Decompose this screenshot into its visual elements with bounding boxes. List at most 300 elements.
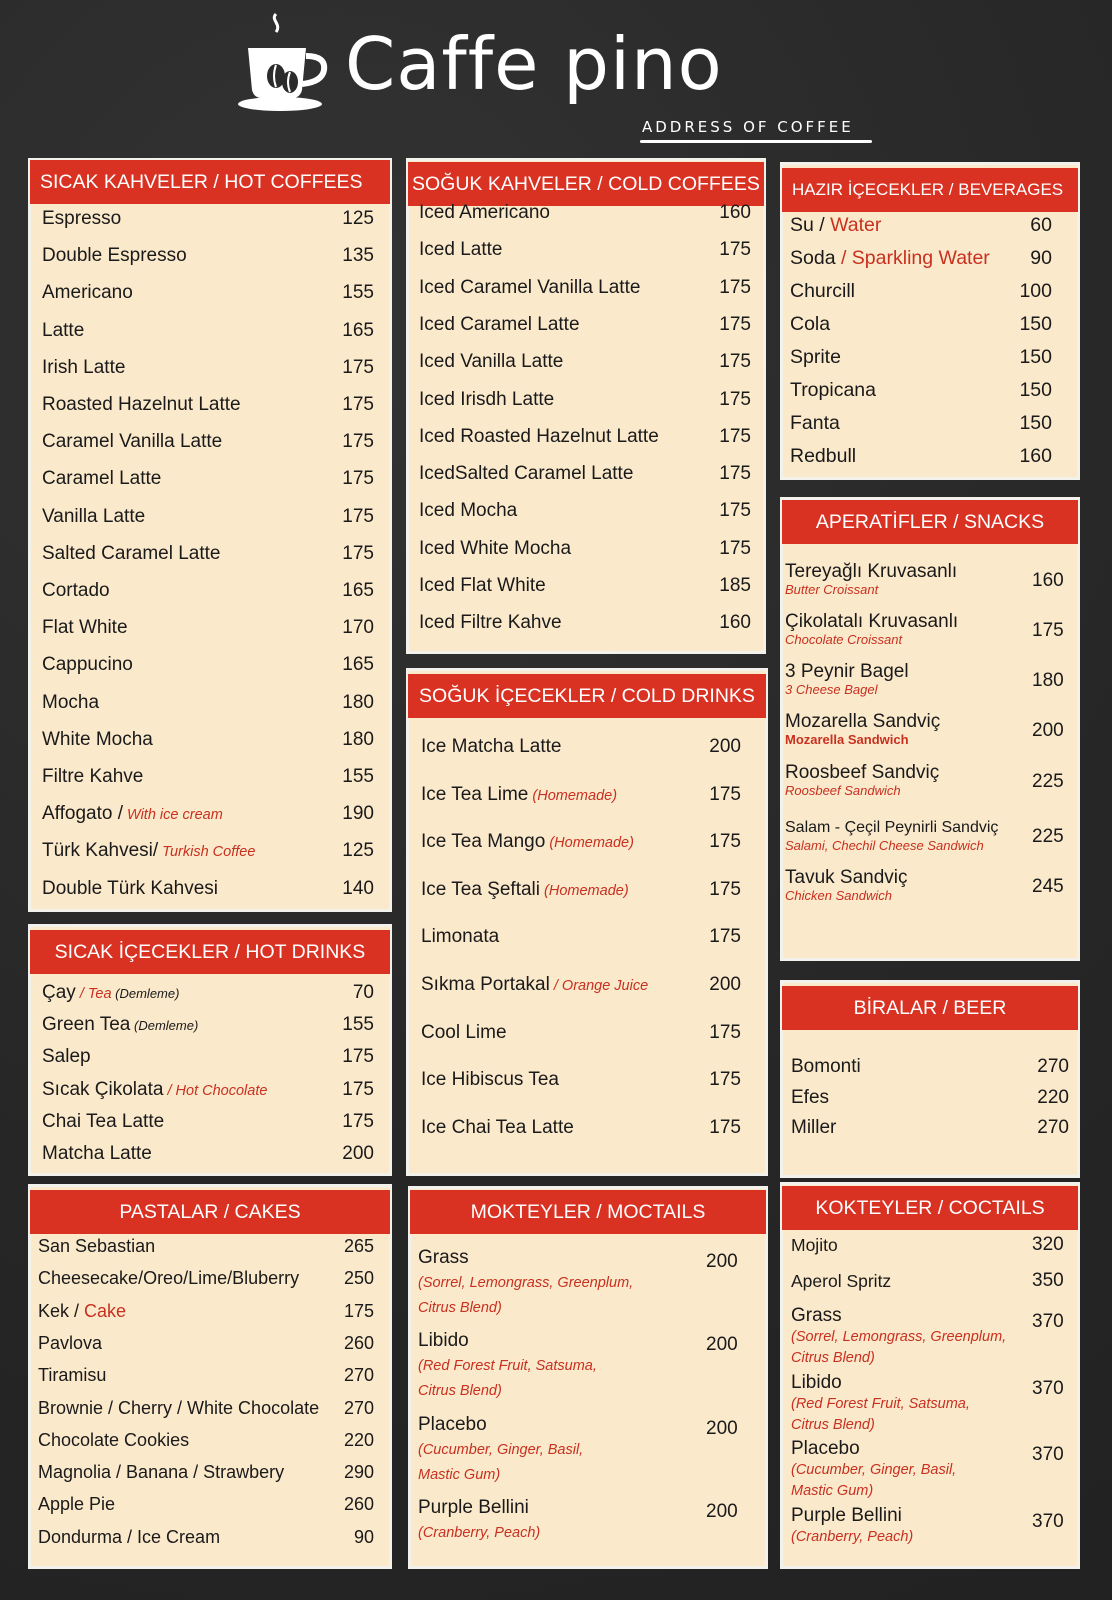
menu-item-row [791,1117,1069,1139]
menu-item-price: 200 [342,1143,374,1164]
header [0,0,1112,150]
menu-item-name: Double Espresso [42,245,187,267]
menu-item-name: Caramel Vanilla Latte [42,431,223,453]
menu-item-name-group [38,1333,102,1354]
menu-item-row [790,313,1052,336]
mocktail-price: 200 [706,1251,738,1272]
menu-item-name-group [419,389,554,411]
menu-item-name: Su / [790,214,825,236]
menu-item-price: 175 [709,1069,741,1091]
menu-item-note: (Homemade) [528,787,618,804]
menu-item-name: Iced White Mocha [419,537,572,559]
menu-item-row [42,840,374,862]
menu-item-row [42,394,374,416]
menu-item-row [38,1301,374,1322]
menu-item-row [42,617,374,639]
snack-name: Roosbeef Sandviç [785,762,940,783]
menu-item-row [790,346,1052,369]
menu-item-price: 125 [342,208,374,229]
menu-item-name-group [42,1143,152,1165]
menu-item-row [419,351,751,373]
menu-item-price: 175 [719,425,751,447]
snack-english: 3 Cheese Bagel [785,682,878,697]
menu-item-note: (Homemade) [540,882,629,899]
menu-item-name-group [38,1462,284,1483]
menu-item-row [38,1268,374,1289]
menu-item-name: Sıcak Çikolata [42,1078,164,1100]
menu-item-name: Mocha [42,691,100,713]
menu-item-row [42,468,374,490]
menu-item-price: 180 [342,728,374,750]
mocktail-description: Citrus Blend) [418,1300,502,1316]
menu-item-name: Irish Latte [42,356,126,378]
menu-item-price: 155 [342,766,374,787]
menu-item-extra: (Demleme) [111,986,180,1001]
menu-item-name: Vanilla Latte [42,505,146,527]
menu-item-price: 175 [719,276,751,298]
menu-item-name-group [42,543,221,565]
hot-drinks-title: SICAK İÇECEKLER / HOT DRINKS [30,930,390,974]
menu-item-price: 175 [342,356,374,378]
menu-item-row [421,736,741,758]
menu-item-price: 175 [709,1021,741,1043]
cocktail-name: Purple Bellini [791,1505,902,1526]
menu-item-row [38,1398,374,1419]
menu-item-price: 185 [719,575,751,596]
menu-item-name-group [38,1365,106,1386]
menu-item-name: Iced Filtre Kahve [419,612,562,634]
menu-item-name-group [421,1022,507,1044]
menu-item-name: Cool Lime [421,1021,507,1043]
menu-item-price: 90 [353,1526,374,1547]
menu-item-price: 150 [1019,313,1052,335]
menu-item-name: Matcha Latte [42,1143,152,1164]
menu-item-name-group [42,580,110,602]
menu-item-name-group [42,878,218,900]
menu-item-name: IcedSalted Caramel Latte [419,463,634,485]
menu-item-name-group [419,351,563,373]
snack-name: Salam - Çeçil Peynirli Sandviç [785,819,999,836]
menu-item-price: 100 [1019,280,1052,302]
menu-item-name: Iced Vanilla Latte [419,351,564,373]
menu-item-name: Cortado [42,580,110,601]
mocktail-description: (Cranberry, Peach) [418,1525,541,1541]
menu-item-name: Cappucino [42,654,133,676]
menu-item-price: 175 [342,431,374,453]
menu-item-price: 270 [1037,1056,1069,1077]
mocktail-description: (Red Forest Fruit, Satsuma, [418,1358,597,1374]
menu-item-name-group [42,431,222,453]
tagline-underline [640,140,872,143]
menu-item-row [42,878,374,900]
menu-item-row [790,214,1052,237]
snack-item [785,562,957,598]
menu-item-price: 175 [719,239,751,261]
menu-item-price: 135 [342,245,374,267]
snack-name: Mozarella Sandviç [785,711,941,732]
menu-item-name-group [419,277,640,299]
menu-item-name-group [38,1301,126,1322]
menu-item-name-group [791,1087,829,1109]
cocktail-item [791,1505,913,1548]
menu-item-name-group [419,575,546,597]
menu-item-price: 175 [719,463,751,485]
menu-item-name: Cheesecake/Oreo/Lime/Bluberry [38,1268,300,1289]
menu-item-price: 150 [1019,379,1052,401]
brand-name: Caffe pino [345,22,723,106]
menu-item-price: 200 [709,974,741,995]
snack-name: Tavuk Sandviç [785,867,908,888]
menu-item-name: Iced Irisdh Latte [419,388,555,410]
menu-item-name-group [419,612,562,634]
snack-english: Salami, Chechil Cheese Sandwich [785,838,984,853]
menu-item-row [421,1022,741,1044]
menu-item-name: Salep [42,1046,91,1068]
menu-item-name: Redbull [790,445,857,467]
menu-item-row [790,247,1052,270]
menu-item-name: Salted Caramel Latte [42,542,221,564]
menu-item-name-group [42,208,121,230]
snack-price: 180 [1032,670,1064,691]
menu-item-name-group [42,1111,164,1133]
menu-item-name-group [42,506,145,528]
mocktail-item [418,1245,633,1321]
snack-price: 225 [1032,826,1064,847]
menu-item-name-group [790,412,840,435]
menu-item-name-group [419,500,517,522]
menu-item-name-group [42,357,125,379]
menu-item-name-group [42,840,255,862]
menu-item-name: Ice Tea Şeftali [421,878,541,900]
menu-item-price: 175 [343,1300,374,1321]
menu-item-price: 175 [342,394,374,415]
cocktail-description: Citrus Blend) [791,1417,875,1433]
menu-item-price: 175 [342,1046,374,1068]
menu-item-row [38,1527,374,1548]
menu-item-name-group [42,729,153,751]
menu-item-name-group [419,538,571,560]
menu-item-price: 90 [1030,247,1052,269]
menu-item-name: Sprite [790,346,841,368]
menu-item-row [419,612,751,634]
menu-item-name: Flat White [42,617,128,639]
menu-item-note: (Homemade) [545,835,634,852]
mocktail-description: Citrus Blend) [418,1383,502,1399]
menu-item-row [38,1333,374,1354]
mocktail-description: (Cucumber, Ginger, Basil, [418,1442,584,1458]
menu-item-price: 160 [719,202,751,223]
menu-item-name-group [790,445,856,468]
menu-item-row [421,926,741,948]
menu-item-price: 290 [343,1462,374,1483]
snack-price: 245 [1032,876,1064,897]
menu-item-row [421,784,741,806]
menu-item-row [38,1494,374,1515]
menu-item-price: 175 [342,505,374,527]
menu-item-row [419,277,751,299]
menu-item-name: San Sebastian [38,1236,156,1256]
menu-item-name-group [421,784,617,806]
cocktail-price: 320 [1032,1234,1064,1255]
menu-item-row [42,431,374,453]
menu-item-name: White Mocha [42,728,153,750]
menu-item-row [419,463,751,485]
menu-item-english: Cake [79,1300,127,1321]
menu-item-name-group [42,692,99,714]
coffee-cup-icon [236,12,332,112]
menu-item-name: Iced Caramel Vanilla Latte [419,276,641,298]
menu-item-row [790,412,1052,435]
menu-item-name: Roasted Hazelnut Latte [42,394,241,415]
menu-item-row [42,580,374,602]
menu-item-name-group [791,1056,861,1078]
cocktail-description: (Sorrel, Lemongrass, Greenplum, [791,1329,1007,1345]
cocktail-price: 370 [1032,1378,1064,1399]
menu-item-row [42,982,374,1004]
snack-english: Roosbeef Sandwich [785,783,901,798]
hot-coffees-title: SICAK KAHVELER / HOT COFFEES [30,160,390,204]
snack-english: Chicken Sandwich [785,888,892,903]
menu-item-row [419,202,751,224]
menu-item-price: 150 [1019,412,1052,434]
snack-item [785,763,939,799]
menu-item-note: / Orange Juice [549,978,649,994]
menu-item-row [419,575,751,597]
snacks-title: APERATİFLER / SNACKS [782,500,1078,544]
menu-item-row [790,379,1052,402]
menu-item-row [419,500,751,522]
menu-item-name-group [419,239,502,261]
menu-item-price: 170 [342,617,374,639]
snack-item [785,662,909,698]
menu-item-name: Tiramisu [38,1365,107,1386]
menu-item-name-group [419,314,580,336]
menu-item-english: Water [824,214,882,236]
cocktail-price: 370 [1032,1444,1064,1465]
mocktail-price: 200 [706,1334,738,1355]
snack-item [785,818,998,854]
menu-item-name: Affogato / [42,803,123,825]
menu-item-price: 175 [719,388,751,410]
menu-item-name: Bomonti [791,1056,861,1077]
menu-item-name-group [421,831,634,853]
menu-item-name: Efes [791,1086,830,1108]
menu-item-row [421,1069,741,1091]
menu-item-price: 175 [342,1078,374,1100]
menu-item-name: Cola [790,313,831,335]
mocktails-title: MOKTEYLER / MOCTAILS [410,1190,766,1234]
menu-item-name-group [42,245,187,267]
menu-item-price: 270 [1037,1117,1069,1138]
menu-item-name: Latte [42,319,85,341]
mocktail-name: Grass [418,1247,469,1268]
menu-item-name: Fanta [790,412,840,434]
menu-item-row [42,1143,374,1165]
menu-item-price: 165 [342,319,374,341]
mocktail-description: Mastic Gum) [418,1467,501,1483]
menu-item-price: 175 [719,537,751,559]
menu-item-price: 175 [709,831,741,853]
snack-english: Butter Croissant [785,582,879,597]
mocktail-price: 200 [706,1501,738,1522]
menu-item-row [791,1056,1069,1078]
menu-item-name-group [42,468,161,490]
menu-item-name-group [38,1398,319,1419]
menu-item-name-group [421,1117,574,1139]
menu-item-row [42,803,374,825]
cocktail-name: Aperol Spritz [791,1271,892,1291]
snack-price: 160 [1032,570,1064,591]
menu-item-row [38,1236,374,1257]
menu-item-name: Limonata [421,926,500,948]
menu-item-name-group [790,280,855,303]
mocktail-item [418,1495,540,1546]
cocktail-name: Placebo [791,1438,860,1459]
snack-name: Tereyağlı Kruvasanlı [785,561,958,582]
menu-item-price: 160 [1019,445,1052,467]
menu-item-name-group [790,379,876,402]
cocktail-description: (Red Forest Fruit, Satsuma, [791,1396,970,1412]
menu-item-row [42,1111,374,1133]
beer-title: BİRALAR / BEER [782,986,1078,1030]
menu-item-note: / Tea [75,986,112,1002]
mocktail-item [418,1328,597,1404]
menu-item-name: Ice Chai Tea Latte [421,1116,574,1138]
menu-item-name-group [42,320,84,342]
menu-item-row [421,1117,741,1139]
cocktail-description: Citrus Blend) [791,1350,875,1366]
menu-item-price: 140 [342,877,374,899]
menu-item-row [419,239,751,261]
menu-item-name: Brownie / Cherry / White Chocolate [38,1397,320,1418]
menu-item-name-group [42,766,143,788]
menu-item-name-group [419,426,659,448]
menu-item-name: Pavlova [38,1332,103,1353]
menu-item-name-group [421,974,648,996]
cocktail-price: 370 [1032,1311,1064,1332]
beverages-title: HAZIR İÇECEKLER / BEVERAGES [782,168,1078,212]
menu-item-name-group [42,394,241,416]
menu-item-row [42,766,374,788]
menu-item-name-group [42,1046,91,1068]
menu-item-row [42,320,374,342]
snack-item [785,612,958,648]
cocktail-item [791,1438,956,1502]
menu-item-price: 200 [709,736,741,757]
menu-item-row [42,357,374,379]
cocktail-item [791,1372,970,1436]
menu-item-price: 220 [343,1429,374,1450]
menu-item-name-group [790,346,841,369]
menu-item-name-group [38,1527,220,1548]
cocktail-price: 370 [1032,1511,1064,1532]
menu-item-name: Ice Matcha Latte [421,736,562,757]
menu-item-price: 70 [352,982,374,1003]
menu-item-name: Soda [790,247,836,269]
menu-item-row [419,314,751,336]
brand-tagline: ADDRESS OF COFFEE [642,118,854,136]
menu-item-name: Ice Tea Lime [421,783,529,805]
menu-item-name: Magnolia / Banana / Strawbery [38,1462,285,1483]
menu-item-name-group [419,463,633,485]
menu-item-row [419,389,751,411]
menu-item-price: 175 [709,783,741,805]
menu-item-name: Iced Caramel Latte [419,313,580,335]
snack-english: Chocolate Croissant [785,632,903,647]
snack-item [785,868,908,904]
menu-item-price: 160 [719,612,751,634]
menu-item-price: 175 [342,1110,374,1132]
menu-item-row [42,245,374,267]
menu-item-price: 165 [342,654,374,676]
menu-item-row [42,282,374,304]
menu-item-price: 150 [1019,346,1052,368]
menu-item-name-group [421,926,499,948]
menu-item-name: Kek / [38,1300,80,1321]
menu-item-price: 175 [709,878,741,900]
menu-item-name-group [790,247,990,270]
mocktail-name: Libido [418,1330,469,1351]
menu-item-name: Apple Pie [38,1494,116,1515]
menu-item-row [38,1462,374,1483]
snack-name: 3 Peynir Bagel [785,661,909,682]
mocktail-price: 200 [706,1418,738,1439]
cocktail-name: Grass [791,1305,842,1326]
menu-item-name: Miller [791,1117,837,1138]
menu-item-row [791,1087,1069,1109]
menu-item-name-group [42,617,128,639]
snack-item [785,712,940,748]
cocktail-item [791,1234,838,1256]
menu-item-name: Iced Flat White [419,575,546,596]
menu-item-row [790,445,1052,468]
menu-item-name: Churcill [790,280,856,302]
menu-item-row [42,654,374,676]
menu-item-row [421,831,741,853]
cocktail-item [791,1305,1006,1369]
snack-price: 200 [1032,720,1064,741]
menu-item-note: With ice cream [123,807,223,824]
menu-item-price: 165 [342,580,374,601]
cocktail-description: Mastic Gum) [791,1483,874,1499]
menu-item-price: 260 [343,1332,374,1353]
mocktail-item [418,1412,583,1488]
menu-item-row [419,426,751,448]
menu-item-name: Double Türk Kahvesi [42,877,219,899]
menu-item-price: 250 [343,1268,374,1289]
cocktails-title: KOKTEYLER / COCTAILS [782,1186,1078,1230]
menu-item-name: Tropicana [790,379,876,401]
snack-price: 175 [1032,620,1064,641]
menu-item-row [42,729,374,751]
menu-item-name: Dondurma / Ice Cream [38,1526,221,1547]
menu-item-name-group [42,282,133,304]
menu-item-row [38,1430,374,1451]
menu-item-name: Iced Latte [419,239,503,261]
menu-item-row [42,1079,374,1101]
cakes-title: PASTALAR / CAKES [30,1190,390,1234]
menu-item-name-group [38,1494,115,1515]
menu-item-row [42,1014,374,1036]
menu-item-name-group [42,982,179,1004]
menu-item-name: Çay [42,982,76,1003]
menu-item-price: 175 [709,1116,741,1138]
menu-item-row [42,692,374,714]
menu-item-row [790,280,1052,303]
menu-item-row [42,543,374,565]
cocktail-item [791,1270,891,1292]
cocktail-description: (Cucumber, Ginger, Basil, [791,1462,957,1478]
